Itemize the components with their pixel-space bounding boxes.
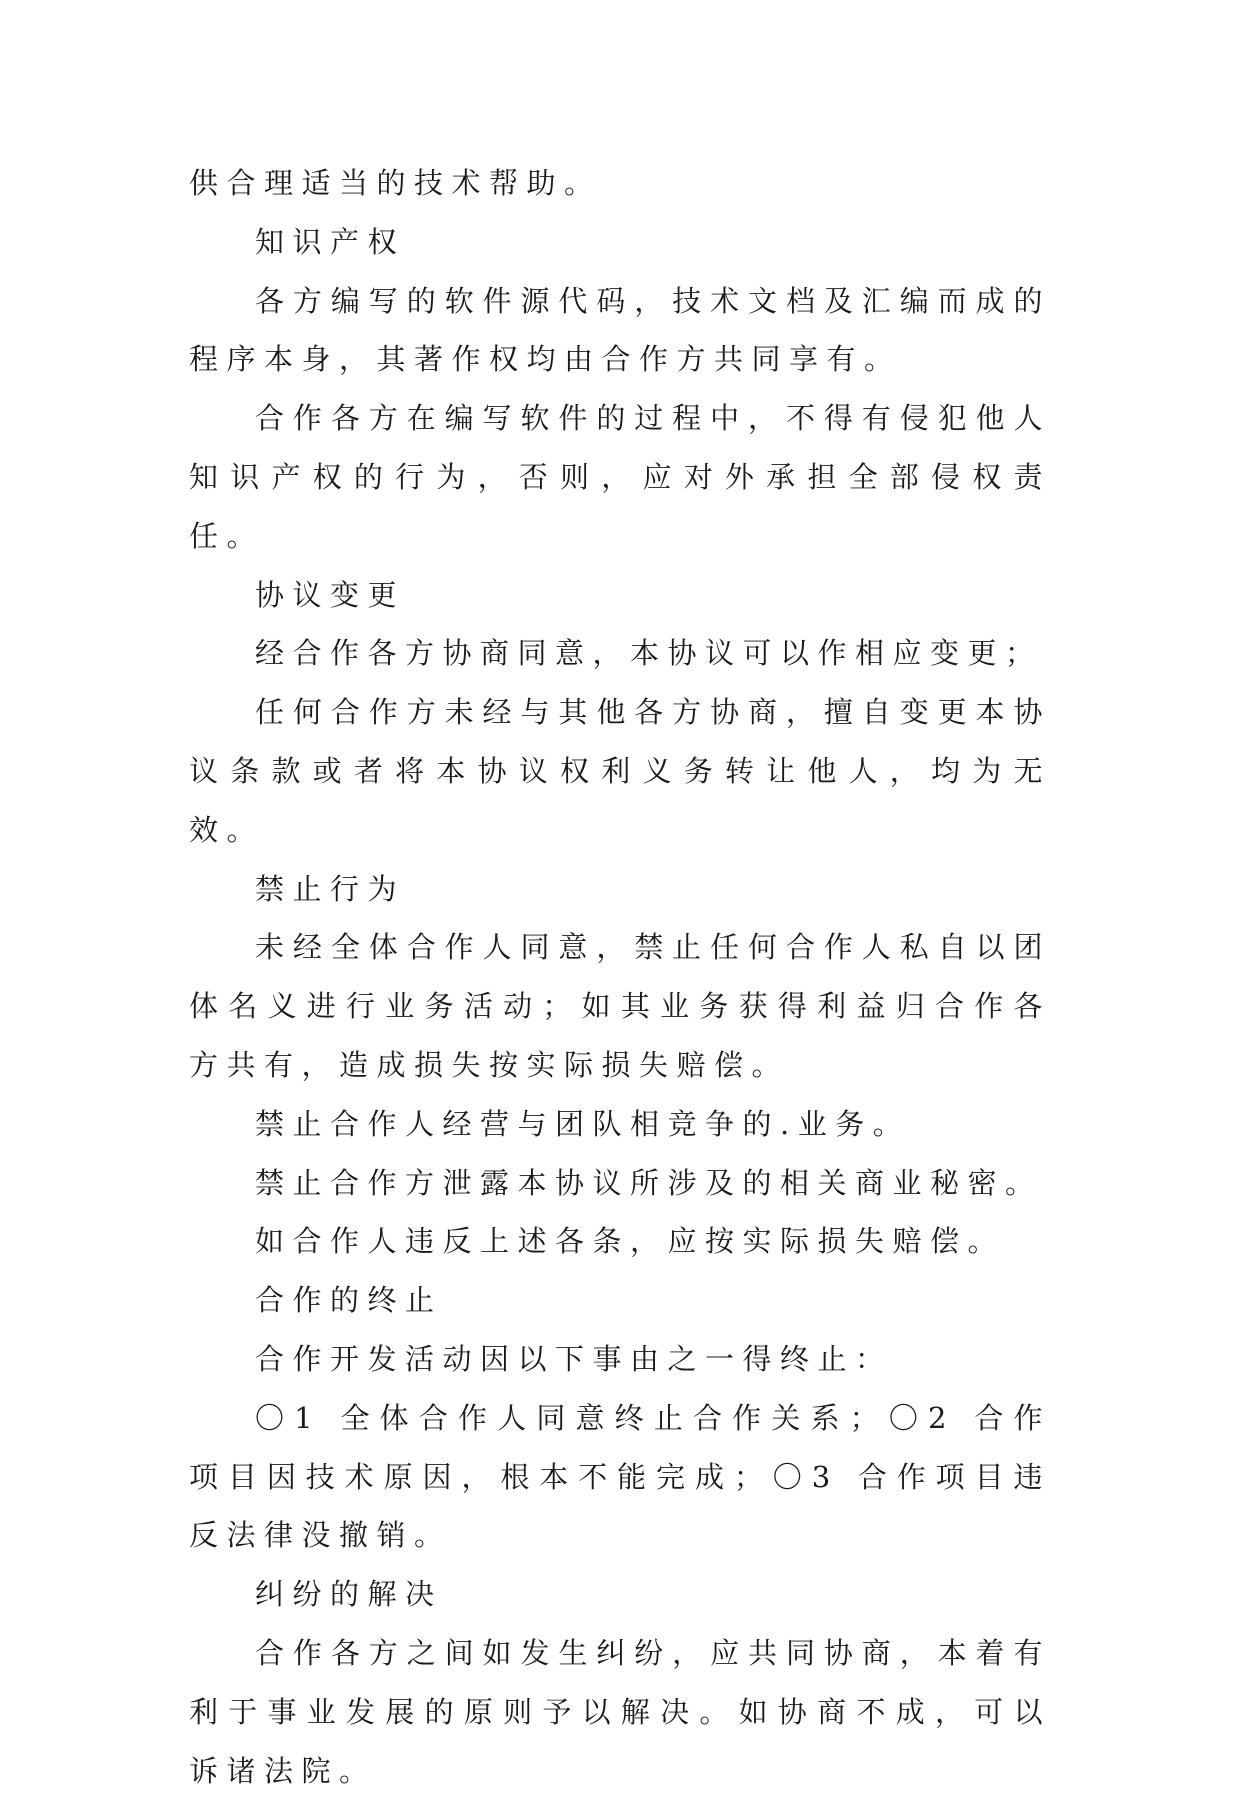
paragraph-unauthorized-change: 任何合作方未经与其他各方协商，擅自变更本协议条款或者将本协议权利义务转让他人，均为无效。 xyxy=(189,695,1051,847)
paragraph-no-competition: 禁止合作人经营与团队相竞争的.业务。 xyxy=(255,1106,911,1141)
paragraph-copyright: 各方编写的软件源代码，技术文档及汇编而成的程序本身，其著作权均由合作方共同享有。 xyxy=(189,283,1051,377)
paragraph-termination-list: 〇1 全体合作人同意终止合作关系；〇2 合作项目因技术原因，根本不能完成；〇3 合作项目违反法律没撤销。 xyxy=(189,1400,1051,1553)
document-body xyxy=(189,154,1051,1800)
paragraph-compensation: 如合作人违反上述各条，应按实际损失赔偿。 xyxy=(255,1224,1006,1259)
paragraph-confidentiality: 禁止合作方泄露本协议所涉及的相关商业秘密。 xyxy=(255,1165,1043,1200)
paragraph-infringement: 合作各方在编写软件的过程中，不得有侵犯他人知识产权的行为，否则，应对外承担全部侵权责任。 xyxy=(189,401,1051,553)
section-heading-dispute-resolution: 纠纷的解决 xyxy=(255,1577,443,1612)
section-heading-termination: 合作的终止 xyxy=(255,1283,443,1318)
section-heading-prohibited-acts: 禁止行为 xyxy=(255,871,406,906)
paragraph-continuation: 供合理适当的技术帮助。 xyxy=(189,166,602,200)
paragraph-dispute-resolution: 合作各方之间如发生纠纷，应共同协商，本着有利于事业发展的原则予以解决。如协商不成，可以诉诸法院。 xyxy=(189,1635,1051,1788)
paragraph-termination-causes: 合作开发活动因以下事由之一得终止： xyxy=(255,1341,893,1376)
paragraph-change-by-consent: 经合作各方协商同意，本协议可以作相应变更； xyxy=(255,636,1043,671)
section-heading-agreement-change: 协议变更 xyxy=(255,577,406,612)
section-heading-intellectual-property: 知识产权 xyxy=(255,224,406,259)
paragraph-private-business: 未经全体合作人同意，禁止任何合作人私自以团体名义进行业务活动；如其业务获得利益归合作各方共有，造成损失按实际损失赔偿。 xyxy=(189,930,1051,1082)
